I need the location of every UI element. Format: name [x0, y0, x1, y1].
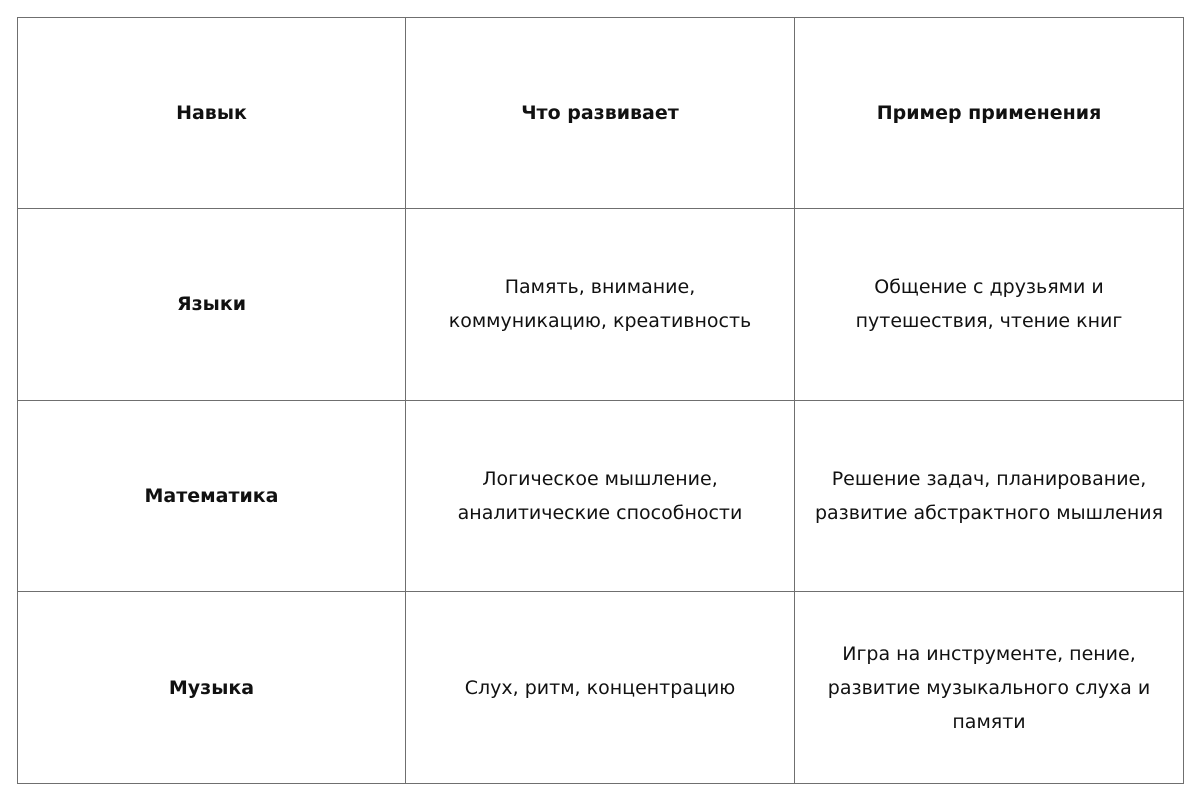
develops-text: Логическое мышление, аналитические способности: [457, 467, 743, 524]
develops-text: Память, внимание, коммуникацию, креативность: [448, 276, 752, 333]
example-text: Игра на инструменте, пение, развитие музыкального слуха и памяти: [827, 642, 1151, 733]
skill-name-cell: Языки: [18, 209, 406, 401]
table-header-row: [18, 18, 1184, 209]
example-cell: [795, 592, 1184, 784]
skills-table: [17, 17, 1184, 784]
develops-cell: [406, 400, 795, 592]
example-text: Решение задач, планирование, развитие абстрактного мышления: [814, 467, 1164, 524]
skill-name-cell: Математика: [18, 400, 406, 592]
table-row: [18, 400, 1184, 592]
develops-cell: [406, 209, 795, 401]
example-cell: [795, 209, 1184, 401]
header-example: Пример применения: [795, 18, 1184, 209]
example-text: Общение с друзьями и путешествия, чтение книг: [855, 276, 1123, 333]
develops-text: Слух, ритм, концентрацию: [464, 676, 736, 699]
header-develops: Что развивает: [406, 18, 795, 209]
develops-cell: [406, 592, 795, 784]
table-row: [18, 592, 1184, 784]
skill-name-cell: Музыка: [18, 592, 406, 784]
table-row: [18, 209, 1184, 401]
header-skill: Навык: [18, 18, 406, 209]
example-cell: [795, 400, 1184, 592]
